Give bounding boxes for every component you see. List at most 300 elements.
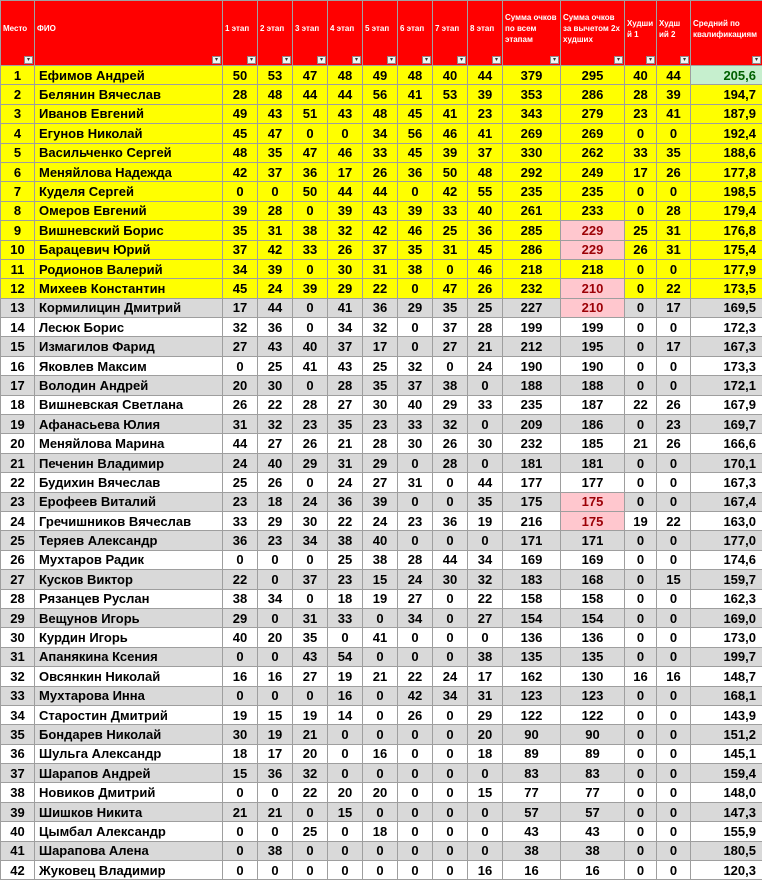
cell-stage-7: 50	[433, 162, 468, 181]
cell-stage-2: 39	[258, 259, 293, 278]
cell-stage-8: 0	[468, 802, 503, 821]
cell-stage-3: 47	[293, 143, 328, 162]
table-row	[1, 511, 762, 530]
cell-place: 34	[1, 705, 35, 724]
cell-stage-8: 16	[468, 861, 503, 880]
cell-stage-2: 18	[258, 492, 293, 511]
cell-total-sum: 57	[503, 802, 561, 821]
cell-stage-6: 0	[398, 802, 433, 821]
cell-sum-minus-worst: 77	[561, 783, 625, 802]
cell-qualification-avg: 174,6	[691, 550, 762, 569]
cell-stage-1: 45	[223, 279, 258, 298]
cell-stage-6: 22	[398, 667, 433, 686]
cell-total-sum: 232	[503, 434, 561, 453]
cell-worst-1: 17	[625, 162, 657, 181]
cell-name: Шишков Никита	[35, 802, 223, 821]
cell-stage-3: 41	[293, 356, 328, 375]
cell-total-sum: 292	[503, 162, 561, 181]
cell-qualification-avg: 147,3	[691, 802, 762, 821]
cell-stage-7: 0	[433, 647, 468, 666]
cell-stage-5: 22	[363, 279, 398, 298]
cell-worst-2: 26	[657, 162, 691, 181]
cell-qualification-avg: 205,6	[691, 66, 762, 85]
cell-place: 21	[1, 453, 35, 472]
table-row	[1, 415, 762, 434]
cell-name: Жуковец Владимир	[35, 861, 223, 880]
cell-place: 32	[1, 667, 35, 686]
filter-dropdown-icon[interactable]: ▾	[352, 56, 361, 64]
table-row	[1, 802, 762, 821]
cell-qualification-avg: 169,0	[691, 608, 762, 627]
cell-stage-5: 17	[363, 337, 398, 356]
cell-stage-3: 0	[293, 376, 328, 395]
filter-dropdown-icon[interactable]: ▾	[680, 56, 689, 64]
cell-stage-7: 53	[433, 85, 468, 104]
cell-place: 22	[1, 473, 35, 492]
cell-qualification-avg: 167,9	[691, 395, 762, 414]
cell-stage-1: 29	[223, 608, 258, 627]
cell-sum-minus-worst: 123	[561, 686, 625, 705]
header-label: Место	[3, 24, 28, 33]
filter-dropdown-icon[interactable]: ▾	[752, 56, 761, 64]
cell-worst-1: 23	[625, 104, 657, 123]
cell-stage-1: 17	[223, 298, 258, 317]
cell-stage-8: 34	[468, 550, 503, 569]
cell-worst-2: 0	[657, 802, 691, 821]
table-row	[1, 104, 762, 123]
cell-stage-2: 0	[258, 647, 293, 666]
cell-place: 23	[1, 492, 35, 511]
cell-name: Овсянкин Николай	[35, 667, 223, 686]
cell-stage-4: 33	[328, 608, 363, 627]
cell-stage-8: 22	[468, 589, 503, 608]
cell-stage-4: 43	[328, 356, 363, 375]
cell-stage-2: 19	[258, 725, 293, 744]
filter-dropdown-icon[interactable]: ▾	[457, 56, 466, 64]
cell-stage-5: 38	[363, 550, 398, 569]
cell-worst-1: 16	[625, 667, 657, 686]
cell-stage-5: 42	[363, 221, 398, 240]
cell-stage-3: 34	[293, 531, 328, 550]
cell-stage-6: 40	[398, 395, 433, 414]
cell-stage-8: 25	[468, 298, 503, 317]
cell-stage-3: 0	[293, 550, 328, 569]
cell-stage-7: 0	[433, 764, 468, 783]
cell-stage-8: 21	[468, 337, 503, 356]
cell-worst-1: 0	[625, 279, 657, 298]
cell-stage-2: 36	[258, 764, 293, 783]
cell-sum-minus-worst: 43	[561, 822, 625, 841]
cell-stage-2: 29	[258, 511, 293, 530]
cell-qualification-avg: 148,0	[691, 783, 762, 802]
filter-dropdown-icon[interactable]: ▾	[317, 56, 326, 64]
cell-stage-2: 26	[258, 473, 293, 492]
cell-stage-2: 44	[258, 298, 293, 317]
cell-worst-1: 33	[625, 143, 657, 162]
cell-stage-2: 21	[258, 802, 293, 821]
cell-stage-3: 0	[293, 298, 328, 317]
table-row	[1, 492, 762, 511]
header-label: 7 этап	[435, 24, 460, 33]
cell-stage-6: 31	[398, 473, 433, 492]
table-row	[1, 259, 762, 278]
header-label: Сумма очков за вычетом 2х худших	[563, 13, 620, 44]
cell-stage-2: 0	[258, 822, 293, 841]
cell-sum-minus-worst: 16	[561, 861, 625, 880]
cell-stage-8: 44	[468, 473, 503, 492]
cell-sum-minus-worst: 38	[561, 841, 625, 860]
cell-stage-2: 23	[258, 531, 293, 550]
cell-worst-1: 0	[625, 686, 657, 705]
cell-worst-1: 19	[625, 511, 657, 530]
cell-name: Кормилицин Дмитрий	[35, 298, 223, 317]
cell-sum-minus-worst: 218	[561, 259, 625, 278]
cell-stage-3: 25	[293, 822, 328, 841]
cell-stage-2: 20	[258, 628, 293, 647]
table-row	[1, 221, 762, 240]
cell-total-sum: 90	[503, 725, 561, 744]
cell-stage-1: 19	[223, 705, 258, 724]
cell-place: 25	[1, 531, 35, 550]
cell-stage-6: 30	[398, 434, 433, 453]
cell-qualification-avg: 172,3	[691, 318, 762, 337]
cell-worst-1: 0	[625, 647, 657, 666]
cell-stage-1: 0	[223, 356, 258, 375]
table-row	[1, 667, 762, 686]
cell-total-sum: 171	[503, 531, 561, 550]
filter-dropdown-icon[interactable]: ▾	[212, 56, 221, 64]
cell-name: Кусков Виктор	[35, 570, 223, 589]
cell-qualification-avg: 177,9	[691, 259, 762, 278]
cell-stage-2: 0	[258, 182, 293, 201]
cell-name: Теряев Александр	[35, 531, 223, 550]
filter-dropdown-icon[interactable]: ▾	[282, 56, 291, 64]
cell-stage-1: 32	[223, 318, 258, 337]
cell-stage-5: 31	[363, 259, 398, 278]
cell-worst-1: 0	[625, 841, 657, 860]
cell-stage-3: 31	[293, 608, 328, 627]
cell-total-sum: 135	[503, 647, 561, 666]
cell-total-sum: 83	[503, 764, 561, 783]
filter-dropdown-icon[interactable]: ▾	[247, 56, 256, 64]
cell-stage-3: 20	[293, 744, 328, 763]
cell-stage-3: 44	[293, 85, 328, 104]
cell-name: Вишневский Борис	[35, 221, 223, 240]
cell-qualification-avg: 166,6	[691, 434, 762, 453]
cell-total-sum: 286	[503, 240, 561, 259]
table-row	[1, 66, 762, 85]
table-row	[1, 647, 762, 666]
cell-qualification-avg: 151,2	[691, 725, 762, 744]
cell-stage-2: 25	[258, 356, 293, 375]
header-label: Худш ий 2	[659, 18, 681, 39]
cell-stage-8: 0	[468, 531, 503, 550]
cell-stage-8: 41	[468, 124, 503, 143]
cell-worst-1: 0	[625, 492, 657, 511]
cell-place: 1	[1, 66, 35, 85]
cell-stage-3: 51	[293, 104, 328, 123]
cell-sum-minus-worst: 235	[561, 182, 625, 201]
cell-place: 33	[1, 686, 35, 705]
cell-place: 39	[1, 802, 35, 821]
cell-stage-8: 29	[468, 705, 503, 724]
cell-stage-1: 23	[223, 492, 258, 511]
table-row	[1, 124, 762, 143]
cell-worst-2: 31	[657, 240, 691, 259]
cell-place: 13	[1, 298, 35, 317]
cell-stage-1: 42	[223, 162, 258, 181]
table-row	[1, 841, 762, 860]
cell-stage-6: 33	[398, 415, 433, 434]
cell-stage-4: 22	[328, 511, 363, 530]
cell-worst-1: 0	[625, 356, 657, 375]
filter-dropdown-icon[interactable]: ▾	[550, 56, 559, 64]
cell-stage-7: 39	[433, 143, 468, 162]
cell-place: 7	[1, 182, 35, 201]
cell-place: 41	[1, 841, 35, 860]
cell-worst-1: 0	[625, 589, 657, 608]
cell-stage-8: 0	[468, 376, 503, 395]
cell-stage-7: 0	[433, 861, 468, 880]
filter-dropdown-icon[interactable]: ▾	[646, 56, 655, 64]
cell-sum-minus-worst: 199	[561, 318, 625, 337]
cell-stage-1: 15	[223, 764, 258, 783]
cell-worst-2: 0	[657, 124, 691, 143]
cell-worst-1: 25	[625, 221, 657, 240]
cell-worst-2: 22	[657, 279, 691, 298]
cell-name: Лесюк Борис	[35, 318, 223, 337]
cell-stage-6: 45	[398, 104, 433, 123]
cell-stage-7: 25	[433, 221, 468, 240]
cell-sum-minus-worst: 181	[561, 453, 625, 472]
cell-total-sum: 269	[503, 124, 561, 143]
cell-total-sum: 123	[503, 686, 561, 705]
cell-place: 37	[1, 764, 35, 783]
cell-stage-1: 37	[223, 240, 258, 259]
cell-worst-2: 22	[657, 511, 691, 530]
cell-worst-2: 0	[657, 608, 691, 627]
cell-worst-1: 0	[625, 705, 657, 724]
cell-place: 11	[1, 259, 35, 278]
cell-stage-2: 32	[258, 415, 293, 434]
cell-sum-minus-worst: 136	[561, 628, 625, 647]
cell-qualification-avg: 177,8	[691, 162, 762, 181]
cell-sum-minus-worst: 295	[561, 66, 625, 85]
cell-name: Шульга Александр	[35, 744, 223, 763]
cell-worst-2: 41	[657, 104, 691, 123]
cell-worst-2: 0	[657, 822, 691, 841]
cell-stage-5: 0	[363, 802, 398, 821]
cell-stage-6: 0	[398, 628, 433, 647]
cell-stage-2: 27	[258, 434, 293, 453]
cell-total-sum: 261	[503, 201, 561, 220]
cell-place: 42	[1, 861, 35, 880]
cell-stage-5: 16	[363, 744, 398, 763]
cell-stage-5: 49	[363, 66, 398, 85]
cell-stage-2: 0	[258, 608, 293, 627]
cell-qualification-avg: 162,3	[691, 589, 762, 608]
cell-stage-8: 30	[468, 434, 503, 453]
filter-dropdown-icon[interactable]: ▾	[492, 56, 501, 64]
cell-stage-7: 41	[433, 104, 468, 123]
cell-name: Иванов Евгений	[35, 104, 223, 123]
cell-name: Яковлев Максим	[35, 356, 223, 375]
cell-stage-3: 21	[293, 725, 328, 744]
header-worst-2	[657, 1, 691, 66]
cell-stage-1: 49	[223, 104, 258, 123]
cell-stage-3: 0	[293, 259, 328, 278]
cell-place: 10	[1, 240, 35, 259]
filter-dropdown-icon[interactable]: ▾	[387, 56, 396, 64]
cell-total-sum: 188	[503, 376, 561, 395]
cell-stage-8: 0	[468, 628, 503, 647]
cell-stage-2: 47	[258, 124, 293, 143]
cell-worst-1: 26	[625, 240, 657, 259]
cell-stage-7: 0	[433, 783, 468, 802]
cell-qualification-avg: 199,7	[691, 647, 762, 666]
cell-stage-4: 24	[328, 473, 363, 492]
cell-stage-1: 0	[223, 822, 258, 841]
cell-stage-8: 20	[468, 725, 503, 744]
cell-stage-2: 0	[258, 570, 293, 589]
cell-sum-minus-worst: 279	[561, 104, 625, 123]
cell-stage-3: 0	[293, 861, 328, 880]
cell-stage-2: 36	[258, 318, 293, 337]
cell-stage-3: 22	[293, 783, 328, 802]
cell-place: 5	[1, 143, 35, 162]
cell-place: 27	[1, 570, 35, 589]
cell-worst-1: 0	[625, 201, 657, 220]
cell-stage-7: 46	[433, 124, 468, 143]
cell-stage-6: 46	[398, 221, 433, 240]
cell-sum-minus-worst: 83	[561, 764, 625, 783]
cell-stage-5: 40	[363, 531, 398, 550]
cell-sum-minus-worst: 229	[561, 221, 625, 240]
header-label: 8 этап	[470, 24, 495, 33]
cell-stage-1: 16	[223, 667, 258, 686]
cell-stage-4: 0	[328, 725, 363, 744]
table-row	[1, 434, 762, 453]
cell-stage-8: 33	[468, 395, 503, 414]
cell-stage-4: 25	[328, 550, 363, 569]
cell-stage-7: 0	[433, 473, 468, 492]
cell-sum-minus-worst: 262	[561, 143, 625, 162]
cell-worst-1: 21	[625, 434, 657, 453]
cell-place: 35	[1, 725, 35, 744]
cell-stage-7: 40	[433, 66, 468, 85]
cell-place: 30	[1, 628, 35, 647]
cell-total-sum: 175	[503, 492, 561, 511]
cell-stage-8: 24	[468, 356, 503, 375]
table-row	[1, 570, 762, 589]
cell-stage-5: 23	[363, 415, 398, 434]
cell-stage-4: 35	[328, 415, 363, 434]
cell-qualification-avg: 173,3	[691, 356, 762, 375]
cell-place: 16	[1, 356, 35, 375]
cell-stage-7: 0	[433, 822, 468, 841]
cell-worst-2: 15	[657, 570, 691, 589]
cell-sum-minus-worst: 168	[561, 570, 625, 589]
cell-total-sum: 353	[503, 85, 561, 104]
cell-stage-5: 0	[363, 686, 398, 705]
cell-name: Васильченко Сергей	[35, 143, 223, 162]
cell-worst-1: 22	[625, 395, 657, 414]
cell-worst-2: 0	[657, 686, 691, 705]
cell-stage-4: 0	[328, 822, 363, 841]
cell-sum-minus-worst: 286	[561, 85, 625, 104]
cell-stage-4: 14	[328, 705, 363, 724]
cell-stage-7: 35	[433, 298, 468, 317]
cell-stage-8: 0	[468, 415, 503, 434]
cell-stage-4: 43	[328, 104, 363, 123]
cell-stage-8: 48	[468, 162, 503, 181]
cell-stage-2: 31	[258, 221, 293, 240]
cell-sum-minus-worst: 89	[561, 744, 625, 763]
cell-stage-3: 38	[293, 221, 328, 240]
cell-sum-minus-worst: 210	[561, 298, 625, 317]
cell-stage-2: 53	[258, 66, 293, 85]
cell-stage-5: 36	[363, 298, 398, 317]
cell-qualification-avg: 180,5	[691, 841, 762, 860]
cell-total-sum: 379	[503, 66, 561, 85]
cell-sum-minus-worst: 190	[561, 356, 625, 375]
cell-worst-1: 0	[625, 453, 657, 472]
header-label: 4 этап	[330, 24, 355, 33]
cell-name: Мухтаров Радик	[35, 550, 223, 569]
cell-stage-7: 0	[433, 725, 468, 744]
cell-stage-5: 48	[363, 104, 398, 123]
cell-total-sum: 330	[503, 143, 561, 162]
cell-stage-4: 30	[328, 259, 363, 278]
header-label: 6 этап	[400, 24, 425, 33]
table-row	[1, 705, 762, 724]
table-row	[1, 356, 762, 375]
cell-stage-2: 30	[258, 376, 293, 395]
cell-name: Володин Андрей	[35, 376, 223, 395]
cell-stage-5: 0	[363, 608, 398, 627]
cell-sum-minus-worst: 233	[561, 201, 625, 220]
cell-worst-2: 26	[657, 434, 691, 453]
cell-qualification-avg: 170,1	[691, 453, 762, 472]
table-row	[1, 376, 762, 395]
header-stage-6	[398, 1, 433, 66]
cell-stage-6: 0	[398, 647, 433, 666]
cell-stage-6: 0	[398, 783, 433, 802]
cell-stage-7: 32	[433, 415, 468, 434]
cell-stage-3: 30	[293, 511, 328, 530]
cell-stage-1: 34	[223, 259, 258, 278]
cell-stage-5: 0	[363, 764, 398, 783]
filter-dropdown-icon[interactable]: ▾	[24, 56, 33, 64]
table-row	[1, 162, 762, 181]
filter-dropdown-icon[interactable]: ▾	[422, 56, 431, 64]
cell-stage-8: 37	[468, 143, 503, 162]
filter-dropdown-icon[interactable]: ▾	[614, 56, 623, 64]
cell-name: Рязанцев Руслан	[35, 589, 223, 608]
cell-stage-6: 0	[398, 744, 433, 763]
cell-place: 17	[1, 376, 35, 395]
cell-worst-2: 0	[657, 182, 691, 201]
cell-stage-6: 42	[398, 686, 433, 705]
cell-stage-6: 0	[398, 531, 433, 550]
cell-stage-6: 28	[398, 550, 433, 569]
cell-stage-4: 27	[328, 395, 363, 414]
cell-name: Михеев Константин	[35, 279, 223, 298]
cell-stage-4: 0	[328, 861, 363, 880]
cell-stage-7: 0	[433, 259, 468, 278]
cell-stage-5: 44	[363, 182, 398, 201]
cell-stage-8: 39	[468, 85, 503, 104]
